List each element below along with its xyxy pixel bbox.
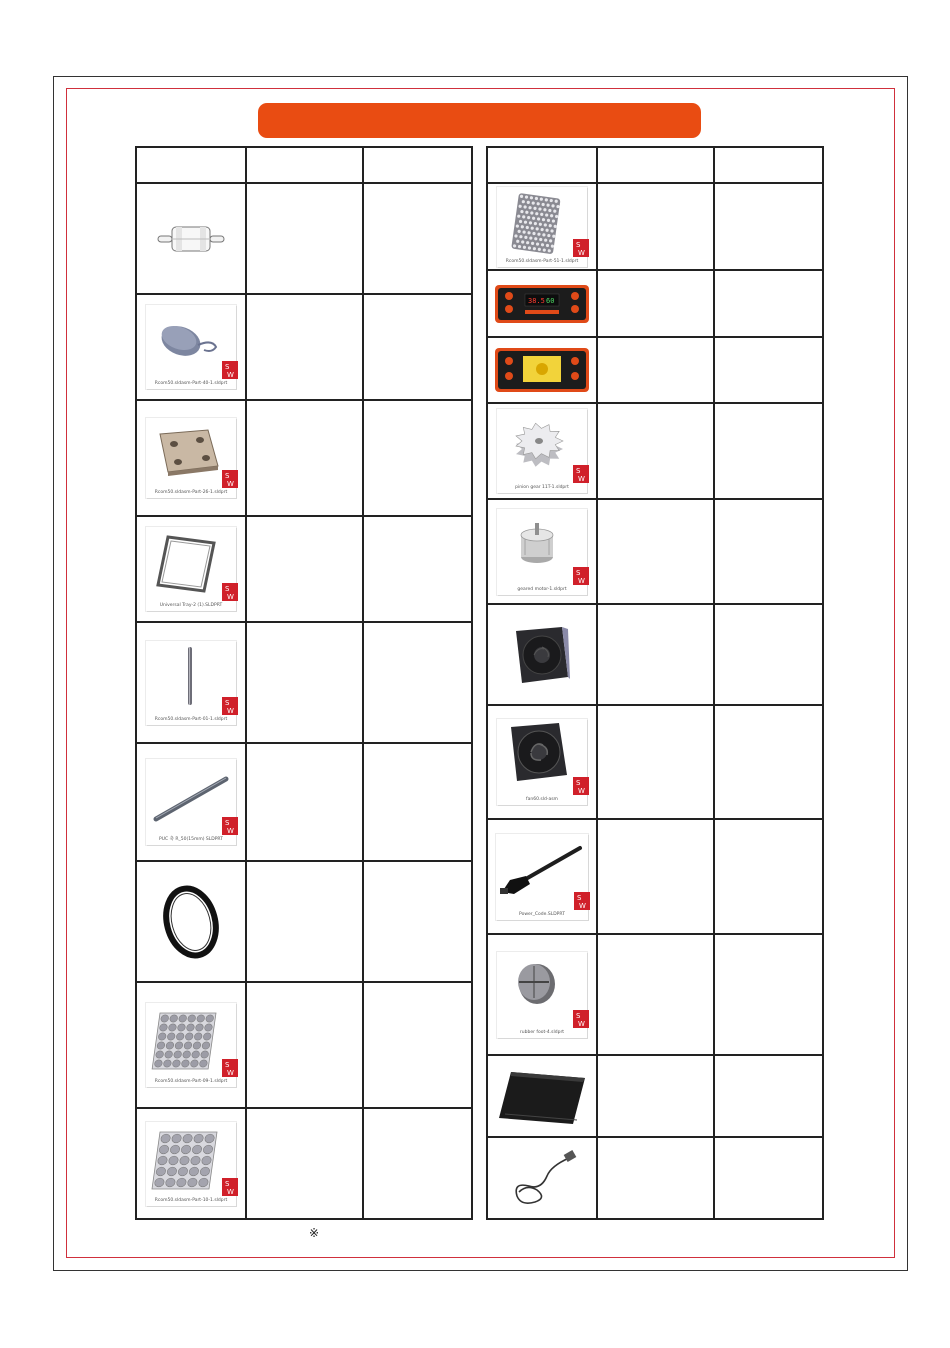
part-image-cell	[487, 403, 597, 499]
svg-text:S: S	[225, 698, 230, 707]
part-name-cell	[246, 294, 363, 400]
header-quantity	[714, 147, 823, 183]
svg-text:W: W	[578, 576, 585, 585]
part-name-cell	[246, 743, 363, 861]
quantity-cell	[714, 604, 823, 705]
part-image-cell	[487, 1137, 597, 1219]
part-image-cell	[487, 1055, 597, 1137]
table-row	[136, 400, 472, 516]
svg-text:S: S	[576, 1011, 581, 1020]
svg-text:S: S	[576, 568, 581, 577]
svg-text:W: W	[227, 480, 234, 488]
svg-text:S: S	[576, 240, 581, 249]
table-row	[487, 1137, 823, 1219]
table-row	[136, 622, 472, 743]
svg-text:W: W	[227, 1069, 234, 1077]
svg-text:38.5: 38.5	[528, 296, 545, 305]
table-row	[487, 337, 823, 403]
solidworks-badge-icon	[573, 239, 589, 257]
header-image	[487, 147, 597, 183]
solidworks-badge-icon	[574, 892, 590, 910]
part-image-cell	[136, 743, 246, 861]
display-panel-icon	[495, 348, 589, 392]
svg-text:W: W	[227, 827, 234, 835]
part-image-cell	[487, 270, 597, 337]
quantity-cell	[363, 622, 472, 743]
part-image-cell	[136, 400, 246, 516]
part-image-cell	[136, 516, 246, 622]
fan-large-icon	[497, 719, 587, 805]
cad-file-caption: PUC 축 R_50(15mm) SLDPRT	[159, 837, 223, 842]
header-quantity	[363, 147, 472, 183]
table-row	[487, 604, 823, 705]
part-name-cell	[597, 499, 714, 604]
cad-file-caption: Power_Code.SLDPRT	[519, 911, 565, 917]
table-row	[487, 934, 823, 1055]
quantity-cell	[363, 982, 472, 1108]
rubber-foot-icon	[497, 952, 587, 1038]
solidworks-badge-icon	[222, 1178, 238, 1196]
quantity-cell	[714, 1137, 823, 1219]
table-row	[487, 403, 823, 499]
part-image-cell	[487, 499, 597, 604]
heater-icon	[156, 219, 226, 259]
svg-text:S: S	[225, 1179, 230, 1188]
usb-cable-icon	[507, 1146, 577, 1210]
part-image-cell	[136, 982, 246, 1108]
svg-text:W: W	[578, 248, 585, 257]
part-image-cell	[487, 337, 597, 403]
manual-book-icon	[497, 1064, 587, 1128]
solidworks-badge-icon	[222, 817, 238, 835]
part-name-cell	[246, 861, 363, 982]
quantity-cell	[714, 1055, 823, 1137]
quantity-cell	[714, 819, 823, 934]
footnote-mark: ※	[309, 1226, 320, 1240]
shaft-icon	[146, 759, 236, 845]
quantity-cell	[363, 294, 472, 400]
part-name-cell	[597, 604, 714, 705]
solidworks-badge-icon	[222, 697, 238, 715]
part-image-cell	[487, 183, 597, 270]
solidworks-badge-icon	[222, 583, 238, 601]
cad-file-caption: Rcom50.sldasm-Part-09-1.sldprt	[154, 1079, 228, 1084]
quantity-cell	[714, 934, 823, 1055]
cad-file-caption: Rcom50.sldasm-Part-26-1.sldprt	[154, 490, 228, 495]
svg-text:W: W	[579, 901, 586, 910]
cad-file-caption: rubber foot-4.sldprt	[519, 1029, 565, 1035]
table-row	[136, 743, 472, 861]
table-row	[487, 705, 823, 819]
egg-grid-small-icon	[146, 1003, 236, 1087]
solidworks-badge-icon	[222, 470, 238, 488]
title-banner	[258, 103, 701, 138]
quantity-cell	[363, 516, 472, 622]
table-header-row	[487, 147, 823, 183]
svg-text:60: 60	[546, 296, 555, 305]
part-name-cell	[246, 982, 363, 1108]
solidworks-badge-icon	[573, 567, 589, 585]
table-row	[136, 1108, 472, 1219]
svg-text:W: W	[227, 593, 234, 601]
part-name-cell	[597, 403, 714, 499]
svg-text:S: S	[225, 585, 230, 593]
table-row	[136, 183, 472, 294]
svg-text:W: W	[227, 1187, 234, 1196]
part-name-cell	[246, 400, 363, 516]
table-row	[487, 270, 823, 337]
part-name-cell	[597, 1137, 714, 1219]
svg-text:W: W	[578, 475, 585, 483]
part-name-cell	[597, 705, 714, 819]
cad-file-caption: fan60.sld-asm	[526, 797, 558, 802]
part-name-cell	[597, 183, 714, 270]
svg-text:S: S	[576, 779, 581, 787]
quantity-cell	[714, 337, 823, 403]
part-image-cell	[136, 1108, 246, 1219]
table-row	[487, 183, 823, 270]
solidworks-badge-icon	[573, 777, 589, 795]
table-row	[136, 982, 472, 1108]
table-row	[136, 861, 472, 982]
svg-text:W: W	[227, 371, 234, 379]
part-name-cell	[246, 183, 363, 294]
part-image-cell	[487, 819, 597, 934]
table-row	[136, 294, 472, 400]
frame-tray-icon	[146, 527, 236, 611]
table-row	[487, 499, 823, 604]
part-image-cell	[487, 934, 597, 1055]
solidworks-badge-icon	[222, 361, 238, 379]
part-image-cell	[136, 294, 246, 400]
svg-text:S: S	[576, 467, 581, 475]
quantity-cell	[363, 861, 472, 982]
quantity-cell	[714, 270, 823, 337]
pinion-gear-icon	[497, 409, 587, 493]
header-part-name	[246, 147, 363, 183]
cad-file-caption: Rcom50.sldasm-Part-51-1.sldprt	[505, 258, 579, 264]
cad-file-caption: pinion gear 11T-1.sldprt	[515, 485, 569, 490]
quantity-cell	[714, 705, 823, 819]
part-name-cell	[246, 1108, 363, 1219]
svg-text:S: S	[577, 893, 582, 902]
cad-file-caption: geared motor-1.sldprt	[517, 586, 567, 592]
bracket-plate-icon	[146, 418, 236, 498]
quantity-cell	[363, 1108, 472, 1219]
quantity-cell	[714, 403, 823, 499]
header-part-name	[597, 147, 714, 183]
solidworks-badge-icon	[573, 465, 589, 483]
table-header-row	[136, 147, 472, 183]
fan-small-icon	[512, 625, 572, 685]
part-name-cell	[597, 1055, 714, 1137]
svg-text:S: S	[225, 819, 230, 827]
part-name-cell	[246, 516, 363, 622]
rod-icon	[146, 641, 236, 725]
part-image-cell	[487, 705, 597, 819]
quantity-cell	[363, 400, 472, 516]
part-image-cell	[136, 183, 246, 294]
part-image-cell	[136, 622, 246, 743]
header-image	[136, 147, 246, 183]
solidworks-badge-icon	[222, 1059, 238, 1077]
part-name-cell	[597, 337, 714, 403]
cad-file-caption: Universal Tray-2 (1).SLDPRT	[159, 603, 223, 608]
quantity-cell	[363, 743, 472, 861]
geared-motor-icon	[497, 509, 587, 595]
solidworks-badge-icon	[573, 1010, 589, 1028]
control-panel-icon	[495, 285, 589, 323]
svg-text:S: S	[225, 363, 230, 371]
rubber-ring-icon	[161, 882, 221, 962]
parts-table-left	[135, 146, 473, 1220]
svg-text:W: W	[227, 706, 234, 715]
mesh-filter-icon	[497, 187, 587, 267]
part-image-cell	[136, 861, 246, 982]
cad-file-caption: Rcom50.sldasm-Part-10-1.sldprt	[154, 1197, 228, 1203]
part-name-cell	[597, 819, 714, 934]
quantity-cell	[714, 499, 823, 604]
power-cord-icon	[496, 834, 588, 920]
quantity-cell	[714, 183, 823, 270]
sensor-cap-icon	[146, 305, 236, 389]
cad-file-caption: Rcom50.sldasm-Part-01-1.sldprt	[154, 716, 228, 722]
table-row	[487, 819, 823, 934]
part-name-cell	[597, 270, 714, 337]
part-name-cell	[246, 622, 363, 743]
part-name-cell	[597, 934, 714, 1055]
svg-text:S: S	[225, 472, 230, 480]
parts-table-right	[486, 146, 824, 1220]
cad-file-caption: Rcom50.sldasm-Part-40-1.sldprt	[154, 381, 228, 386]
part-image-cell	[487, 604, 597, 705]
table-row	[487, 1055, 823, 1137]
svg-text:S: S	[225, 1061, 230, 1069]
svg-text:W: W	[578, 1019, 585, 1028]
table-row	[136, 516, 472, 622]
quantity-cell	[363, 183, 472, 294]
svg-text:W: W	[578, 787, 585, 795]
egg-grid-large-icon	[146, 1122, 236, 1206]
